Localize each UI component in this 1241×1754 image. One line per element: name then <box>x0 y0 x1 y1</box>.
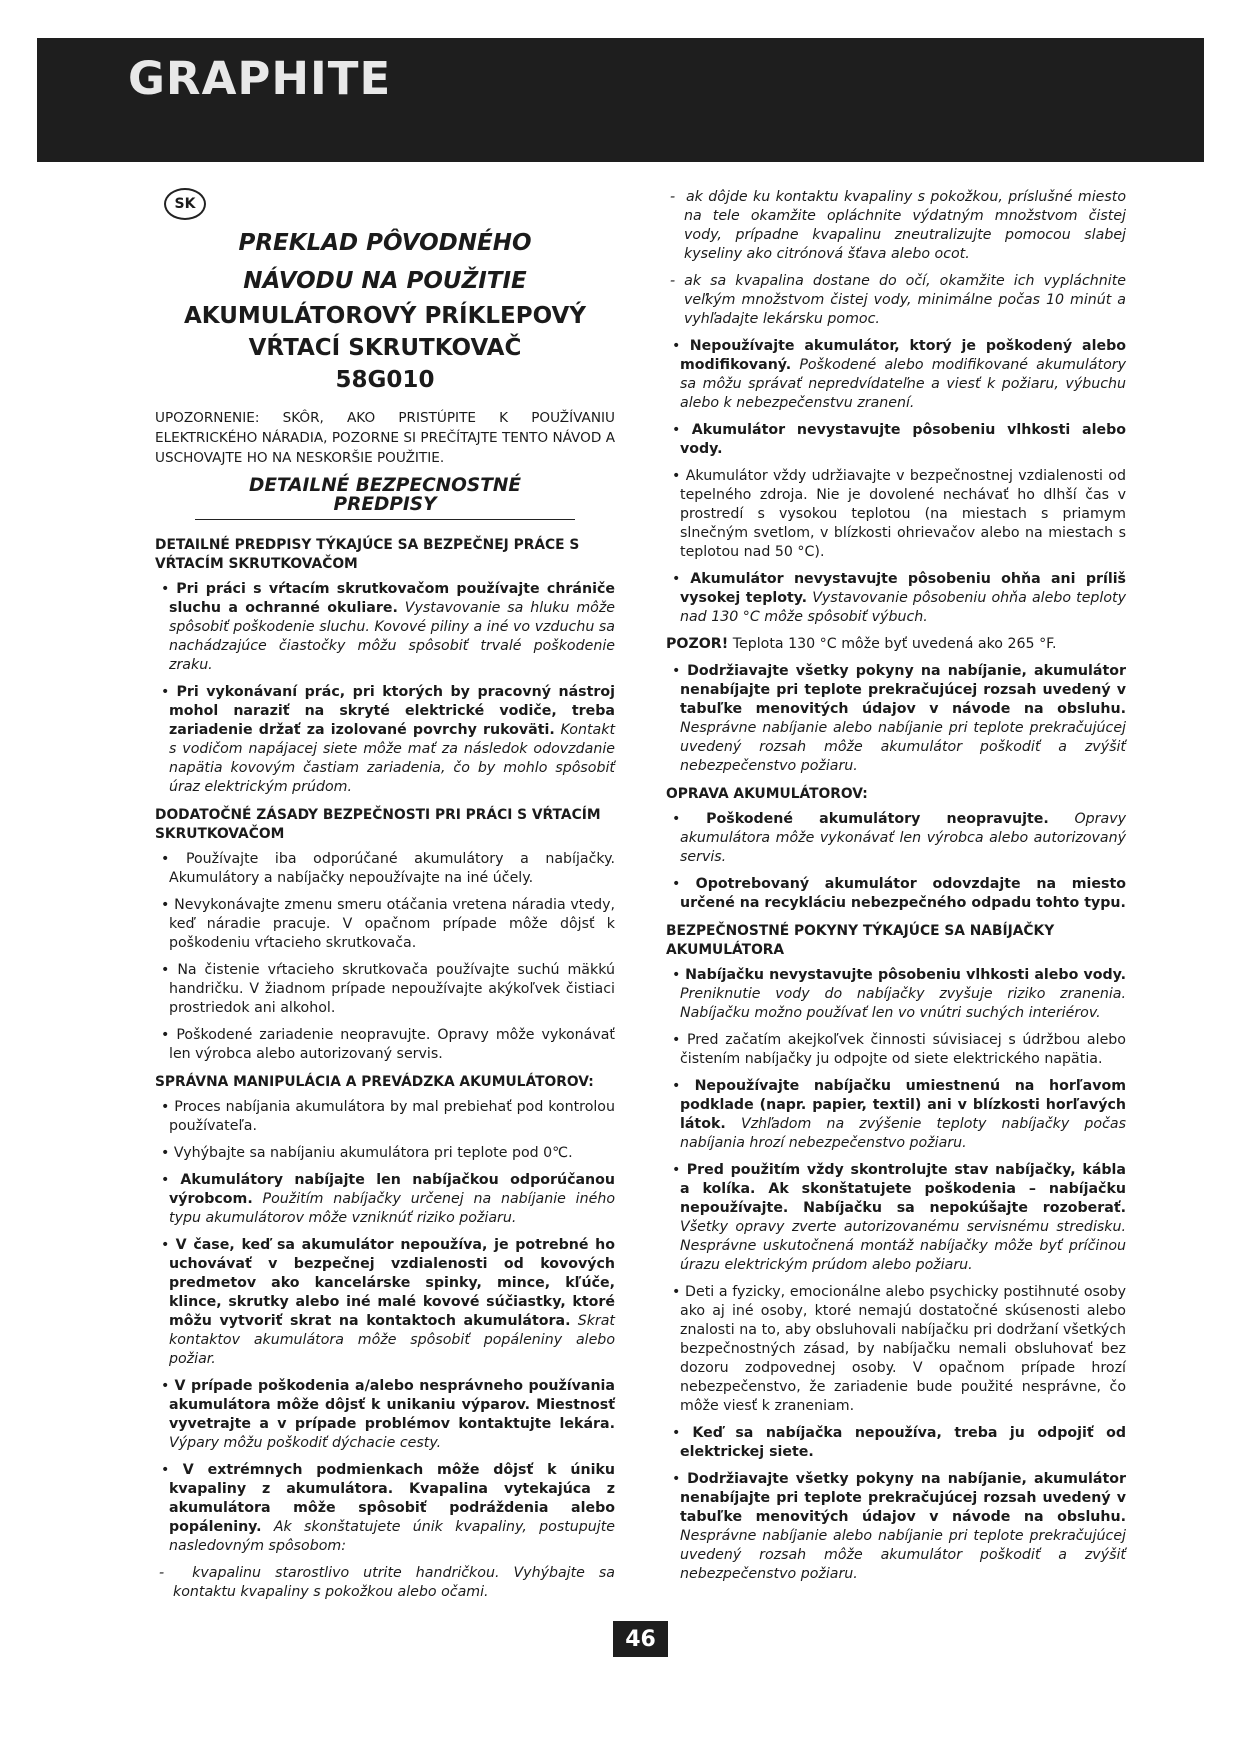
subheading: DETAILNÉ PREDPISY TÝKAJÚCE SA BEZPEČNEJ PRÁCE S VŔTACÍM SKRUTKOVAČOM <box>155 537 580 572</box>
model-number: 58G010 <box>335 367 435 393</box>
brand-logo: GRAPHITE <box>128 52 392 105</box>
title-line-2: NÁVODU NA POUŽITIE <box>243 268 527 294</box>
list-item: • Poškodené zariadenie neopravujte. Opravy môže vykonávať len výrobca alebo autorizovaný servis. <box>161 1027 615 1062</box>
title-line-1: PREKLAD PÔVODNÉHO <box>238 230 532 256</box>
subheading: DODATOČNÉ ZÁSADY BEZPEČNOSTI PRI PRÁCI S VŔTACÍM SKRUTKOVAČOM <box>155 807 601 842</box>
subheading: BEZPEČNOSTNÉ POKYNY TÝKAJÚCE SA NABÍJAČKY AKUMULÁTORA <box>666 923 1055 958</box>
list-item: • Pred použitím vždy skontrolujte stav nabíjačky, kábla a kolíka. Ak skonštatujete poškodenia – nabíjačku nepoužívajte. Nabíjačku sa nepokúšajte rozoberať. Všetky opravy zverte autorizovanému servisnému stredisku. Nesprávne uskutočnená montáž nabíjačky môže byť príčinou úrazu elektrickým prúdom alebo požiaru. <box>672 1162 1126 1273</box>
dash-item: - ak dôjde ku kontaktu kvapaliny s pokožkou, príslušné miesto na tele okamžite opláchnite výdatným množstvom čistej vody, prípadne kvapalinu zneutralizujte pomocou slabej kyseliny ako citrónová šťava alebo ocot. <box>670 189 1127 262</box>
list-item: • Nepoužívajte akumulátor, ktorý je poškodený alebo modifikovaný. Poškodené alebo modifikované akumulátory sa môžu správať nepredvídateľne a viesť k požiaru, výbuchu alebo k nebezpečenstvu zranení. <box>672 338 1127 411</box>
list-item: • Proces nabíjania akumulátora by mal prebiehať pod kontrolou používateľa. <box>161 1099 615 1134</box>
caution-note: POZOR! Teplota 130 °C môže byť uvedená ako 265 °F. <box>666 636 1057 652</box>
list-item: • V prípade poškodenia a/alebo nesprávneho používania akumulátora môže dôjsť k unikaniu výparov. Miestnosť vyvetrajte a v prípade problémov kontaktujte lekára. Výpary môžu poškodiť dýchacie cesty. <box>161 1378 615 1451</box>
list-item: • Vyhýbajte sa nabíjaniu akumulátora pri teplote pod 0℃. <box>161 1145 573 1161</box>
list-item: • Pri práci s vŕtacím skrutkovačom používajte chrániče sluchu a ochranné okuliare. Vystavovanie sa hluku môže spôsobiť poškodenie sluchu. Kovové piliny a iné vo vzduchu sa nachádzajúce čiastočky môžu spôsobiť trvalé poškodenie zraku. <box>161 581 615 673</box>
list-item: • Nevykonávajte zmenu smeru otáčania vretena náradia vtedy, keď náradie pracuje. V opačnom prípade môže dôjsť k poškodeniu vŕtacieho skrutkovača. <box>161 897 615 951</box>
warning-paragraph: UPOZORNENIE: SKÔR, AKO PRISTÚPITE K POUŽÍVANIU ELEKTRICKÉHO NÁRADIA, POZORNE SI PREČÍTAJTE TENTO NÁVOD A USCHOVAJTE HO NA NESKORŠIE POUŽITIE. <box>155 410 615 466</box>
subheading: OPRAVA AKUMULÁTOROV: <box>666 786 868 802</box>
list-item: • V čase, keď sa akumulátor nepoužíva, je potrebné ho uchovávať v bezpečnej vzdialenosti od kovových predmetov ako kancelárske spinky, mince, kľúče, klince, skrutky alebo iné malé kovové súčiastky, ktoré môžu vytvoriť skrat na kontaktoch akumulátora. Skrat kontaktov akumulátora môže spôsobiť popáleniny alebo požiar. <box>161 1237 615 1367</box>
list-item: • Nepoužívajte nabíjačku umiestnenú na horľavom podklade (napr. papier, textil) ani v blízkosti horľavých látok. Vzhľadom na zvýšenie teploty nabíjačky počas nabíjania hrozí nebezpečenstvo požiaru. <box>672 1078 1126 1151</box>
right-column <box>666 188 1126 1592</box>
page-number: 46 <box>613 1621 668 1657</box>
list-item: • Pred začatím akejkoľvek činnosti súvisiacej s údržbou alebo čistením nabíjačky ju odpojte od siete elektrického napätia. <box>672 1032 1126 1067</box>
title-line-3: AKUMULÁTOROVÝ PRÍKLEPOVÝ <box>183 303 587 329</box>
title-line-4: VŔTACÍ SKRUTKOVAČ <box>248 335 522 361</box>
list-item: • Deti a fyzicky, emocionálne alebo psychicky postihnuté osoby ako aj iné osoby, ktoré nemajú dostatočné skúsenosti alebo znalosti na to, aby obsluhovali nabíjačku pri dodržaní všetkých bezpečnostných zásad, by nabíjačku nemali obsluhovať bez dozoru zodpovednej osoby. V opačnom prípade hrozí nebezpečenstvo, že zariadenie bude použité nesprávne, čo môže viesť k zraneniam. <box>672 1284 1126 1414</box>
section-heading: DETAILNÉ BEZPECNOSTNÉ PREDPISY <box>195 476 575 520</box>
list-item: • Akumulátor nevystavujte pôsobeniu vlhkosti alebo vody. <box>672 422 1126 457</box>
list-item: • Pri vykonávaní prác, pri ktorých by pracovný nástroj mohol naraziť na skryté elektrické vodiče, treba zariadenie držať za izolované povrchy rukoväti. Kontakt s vodičom napájacej siete môže mať za následok odovzdanie napätia kovovým častiam zariadenia, čo by mohlo spôsobiť úraz elektrickým prúdom. <box>161 684 616 795</box>
list-item: • Nabíjačku nevystavujte pôsobeniu vlhkosti alebo vody. Preniknutie vody do nabíjačky zvyšuje riziko zranenia. Nabíjačku možno používať len vo vnútri suchých interiérov. <box>672 967 1126 1021</box>
list-item: • Keď sa nabíjačka nepoužíva, treba ju odpojiť od elektrickej siete. <box>672 1425 1126 1460</box>
list-item: • Akumulátor nevystavujte pôsobeniu ohňa ani príliš vysokej teploty. Vystavovanie pôsobeniu ohňa alebo teploty nad 130 °C môže spôsobiť výbuch. <box>672 571 1127 625</box>
list-item: • Akumulátor vždy udržiavajte v bezpečnostnej vzdialenosti od tepelného zdroja. Nie je dovolené nechávať ho dlhší čas v prostredí s vysokou teplotou (na miestach s priamym slnečným svetlom, v blízkosti ohrievačov alebo na miestach s teplotou nad 50 °C). <box>672 468 1126 560</box>
list-item: • V extrémnych podmienkach môže dôjsť k úniku kvapaliny z akumulátora. Kvapalina vytekajúca z akumulátora môže spôsobiť podráždenia alebo popáleniny. Ak skonštatujete únik kvapaliny, postupujte nasledovným spôsobom: <box>161 1462 615 1554</box>
dash-item: - ak sa kvapalina dostane do očí, okamžite ich vypláchnite veľkým množstvom čistej vody, minimálne počas 10 minút a vyhľadajte lekársku pomoc. <box>670 273 1126 327</box>
list-item: • Na čistenie vŕtacieho skrutkovača používajte suchú mäkkú handričku. V žiadnom prípade nepoužívajte akýkoľvek čistiaci prostriedok ani alkohol. <box>161 962 615 1016</box>
subheading: SPRÁVNA MANIPULÁCIA A PREVÁDZKA AKUMULÁTOROV: <box>155 1074 594 1090</box>
list-item: • Dodržiavajte všetky pokyny na nabíjanie, akumulátor nenabíjajte pri teplote prekračujúcej rozsah uvedený v tabuľke menovitých údajov v návode na obsluhu. Nesprávne nabíjanie alebo nabíjanie pri teplote prekračujúcej uvedený rozsah môže akumulátor poškodiť a zvýšiť nebezpečenstvo požiaru. <box>672 663 1126 774</box>
left-column <box>155 188 615 1610</box>
list-item: • Poškodené akumulátory neopravujte. Opravy akumulátora môže vykonávať len výrobca alebo autorizovaný servis. <box>672 811 1126 865</box>
dash-item: - kvapalinu starostlivo utrite handričkou. Vyhýbajte sa kontaktu kvapaliny s pokožkou alebo očami. <box>159 1565 615 1600</box>
list-item: • Akumulátory nabíjajte len nabíjačkou odporúčanou výrobcom. Použitím nabíjačky určenej na nabíjanie iného typu akumulátorov môže vzniknúť riziko požiaru. <box>161 1172 616 1226</box>
language-badge: SK <box>164 188 206 220</box>
list-item: • Dodržiavajte všetky pokyny na nabíjanie, akumulátor nenabíjajte pri teplote prekračujúcej rozsah uvedený v tabuľke menovitých údajov v návode na obsluhu. Nesprávne nabíjanie alebo nabíjanie pri teplote prekračujúcej uvedený rozsah môže akumulátor poškodiť a zvýšiť nebezpečenstvo požiaru. <box>672 1471 1126 1582</box>
list-item: • Opotrebovaný akumulátor odovzdajte na miesto určené na recykláciu nebezpečného odpadu tohto typu. <box>672 876 1126 911</box>
list-item: • Používajte iba odporúčané akumulátory a nabíjačky. Akumulátory a nabíjačky nepoužívajte na iné účely. <box>161 851 615 886</box>
